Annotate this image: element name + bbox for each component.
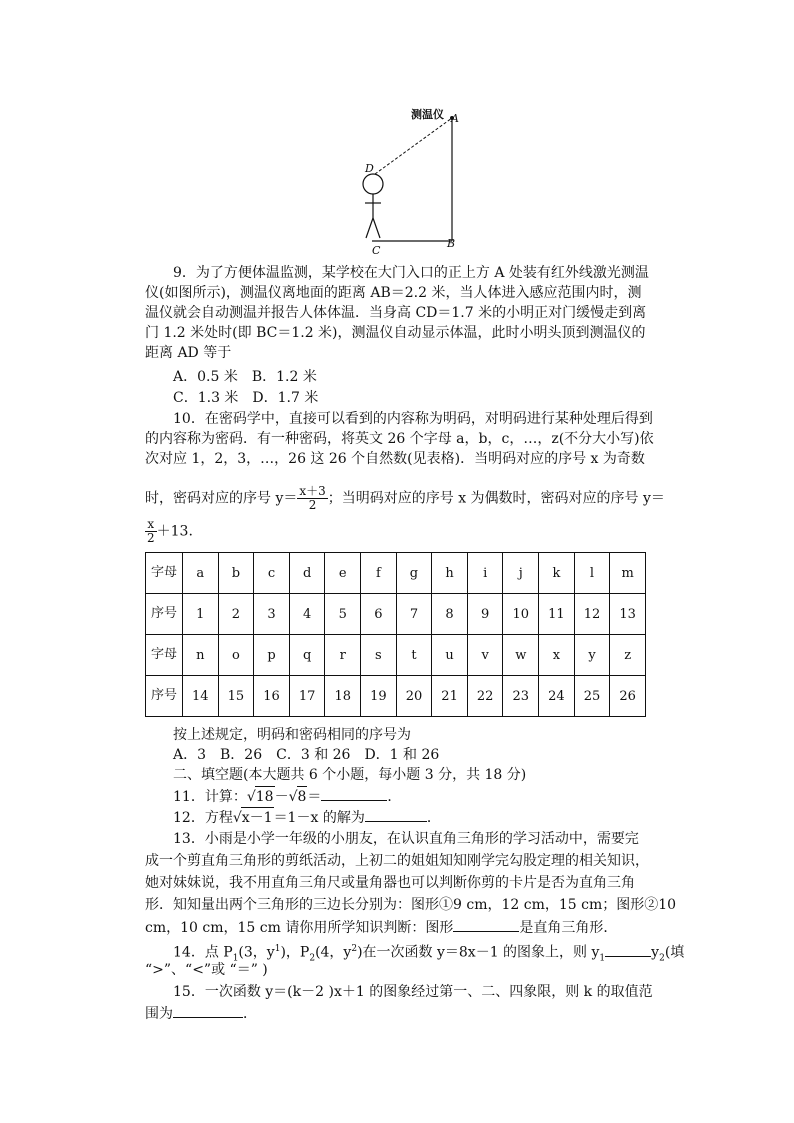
table-cell: 12 (574, 594, 610, 635)
table-cell: 19 (361, 676, 397, 717)
table-cell: 22 (467, 676, 503, 717)
table-cell: 17 (289, 676, 325, 717)
table-row (146, 676, 646, 717)
table-cell: 20 (396, 676, 432, 717)
table-cell: v (467, 635, 503, 676)
table-cell: x (539, 635, 575, 676)
q10-options: A．3 B．26 C．3 和 26 D．1 和 26 (173, 747, 440, 763)
q11-eq: ＝ (307, 789, 322, 805)
q14-text: (3，y (238, 944, 275, 961)
table-cell: 7 (396, 594, 432, 635)
frac-denominator: 2 (308, 498, 317, 512)
q11-end: ． (387, 789, 402, 805)
point-c-label: C (372, 244, 381, 257)
q10-stem: 10．在密码学中，直接可以看到的内容称为明码，对明码进行某种处理后得到的内容称为密码．有一种密码，将英文 26 个字母 a，b，c，…，z(不分大小写)依次对应 1，2，3，…，26 这 26 个自然数(见表格)．当明码对应的序号 x 为奇数 (145, 411, 654, 467)
table-cell: 15 (218, 676, 254, 717)
q14-text: (4，y (315, 944, 352, 961)
table-cell: d (289, 553, 325, 594)
q14-text: )，P (280, 944, 310, 961)
point-b-label: B (447, 237, 456, 250)
table-cell: z (610, 635, 646, 676)
table-row (146, 635, 646, 676)
table-cell: 13 (610, 594, 646, 635)
q13-line-3: 她对妹妹说，我不用直角三角尺或量角器也可以判断你剪的卡片是否为直角三角 (145, 875, 635, 891)
table-cell: 14 (183, 676, 219, 717)
thermometer-figure (355, 100, 475, 260)
cipher-table (145, 552, 646, 717)
q9-stem: 9．为了方便体温监测，某学校在大门入口的正上方 A 处装有红外线激光测温仪(如图所示)，测温仪离地面的距离 AB＝2.2 米，当人体进入感应范围内时，测温仪就会自动测温并报告人体体温．当身高 CD＝1.7 米的小明正对门缓慢走到离门 1.2 米处时(即 BC＝1.2 米)，测温仪自动显示体温，此时小明头顶到测温仪的距离 AD 等于 (145, 265, 649, 361)
section-title: 二、填空题(本大题共 6 个小题，每小题 3 分，共 18 分) (173, 767, 527, 783)
frac-numerator: x＋3 (299, 484, 326, 498)
point-d-label: D (365, 162, 374, 175)
frac-numerator: x (145, 518, 157, 532)
table-cell: 21 (432, 676, 468, 717)
device-label: 测温仪 (411, 108, 444, 121)
table-cell: g (396, 553, 432, 594)
table-cell: 9 (467, 594, 503, 635)
person-leg-right (373, 218, 380, 238)
table-cell: p (254, 635, 290, 676)
q13-text-end: 是直角三角形． (519, 920, 618, 936)
table-row-header: 字母 (146, 553, 183, 594)
table-cell: t (396, 635, 432, 676)
table-cell: 2 (218, 594, 254, 635)
sqrt-icon: √ (288, 789, 298, 805)
table-cell: 4 (289, 594, 325, 635)
q14-sup: 2 (351, 944, 358, 954)
q13-line-2: 成一个剪直角三角形的剪纸活动，上初二的姐姐知知刚学完勾股定理的相关知识， (145, 853, 649, 869)
table-cell: b (218, 553, 254, 594)
table-cell: i (467, 553, 503, 594)
q14-text: (填 (664, 944, 685, 961)
q14-text: )在一次函数 y＝8x－1 的图象上，则 y (357, 944, 600, 961)
q14-line-2: “>”、“<”或 “＝” ) (145, 962, 268, 978)
q14-sub: 1 (232, 953, 239, 964)
table-cell: k (539, 553, 575, 594)
person-head (363, 174, 383, 194)
q13-line-1: 13．小雨是小学一年级的小朋友，在认识直角三角形的学习活动中，需要完 (173, 831, 639, 847)
table-cell: 23 (503, 676, 539, 717)
q11-text: 11．计算： (173, 789, 247, 805)
table-cell: n (183, 635, 219, 676)
q10-formula-line-2 (145, 518, 655, 545)
table-row (146, 594, 646, 635)
q10-formula-b: ；当明码对应的序号 x 为偶数时，密码对应的序号 y＝ (327, 490, 665, 507)
q12-answer-blank[interactable] (365, 807, 427, 822)
q15-line-1: 15．一次函数 y＝(k－2 )x＋1 的图象经过第一、二、四象限，则 k 的取值范 (173, 984, 653, 1000)
q14-text: y (651, 944, 660, 961)
q11-answer-blank[interactable] (321, 786, 387, 801)
table-cell: e (325, 553, 361, 594)
table-cell: 24 (539, 676, 575, 717)
table-cell: 11 (539, 594, 575, 635)
laser-line-ad (375, 118, 452, 174)
table-cell: s (361, 635, 397, 676)
q14-answer-blank[interactable] (605, 942, 651, 957)
q15-text: 围为 (145, 1006, 173, 1022)
person-leg-left (366, 218, 373, 238)
table-row-header: 字母 (146, 635, 183, 676)
q11-minus: － (274, 789, 289, 805)
q9-options-2: C．1.3 米 D．1.7 米 (173, 390, 319, 406)
table-cell: m (610, 553, 646, 594)
q12-text-b: ＝1－x 的解为 (273, 810, 365, 826)
table-cell: r (325, 635, 361, 676)
table-cell: 25 (574, 676, 610, 717)
sqrt-icon: √ (246, 789, 256, 805)
q14-text: 14．点 P (173, 944, 233, 961)
q15-end: ． (243, 1006, 257, 1022)
table-cell: 10 (503, 594, 539, 635)
table-cell: 18 (325, 676, 361, 717)
table-cell: c (254, 553, 290, 594)
q10-formula-a: 时，密码对应的序号 y＝ (145, 490, 298, 507)
q12-text: 12．方程 (173, 810, 233, 826)
table-cell: q (289, 635, 325, 676)
point-a-label: A (451, 112, 459, 125)
table-row-header: 序号 (146, 594, 183, 635)
q13-line-5 (145, 917, 655, 938)
table-cell: w (503, 635, 539, 676)
table-row-header: 序号 (146, 676, 183, 717)
q11-radicand-1: 18 (255, 786, 275, 807)
q15-line-2 (145, 1003, 655, 1024)
table-cell: j (503, 553, 539, 594)
q12 (145, 807, 683, 828)
table-cell: a (183, 553, 219, 594)
table-cell: 26 (610, 676, 646, 717)
table-cell: 16 (254, 676, 290, 717)
sqrt-icon: √ (232, 810, 242, 826)
table-cell: 3 (254, 594, 290, 635)
table-cell: 5 (325, 594, 361, 635)
table-cell: 1 (183, 594, 219, 635)
q15-answer-blank[interactable] (173, 1003, 243, 1018)
q14-sub: 2 (309, 953, 316, 964)
q10-formula-line (145, 484, 665, 512)
q10-after: 按上述规定，明码和密码相同的序号为 (173, 727, 411, 743)
q13-text: cm，10 cm，15 cm 请你用所学知识判断：图形 (145, 920, 454, 936)
q13-answer-blank[interactable] (453, 917, 519, 932)
table-cell: 6 (361, 594, 397, 635)
q13-line-4: 形．知知量出两个三角形的三边长分别为：图形①9 cm，12 cm，15 cm；图形②10 (145, 897, 677, 913)
table-row (146, 553, 646, 594)
q11 (145, 786, 683, 807)
q10-fraction-even (145, 518, 157, 545)
q14-sup: 1 (274, 944, 281, 954)
q12-radicand: x－1 (241, 807, 274, 828)
q14-sub: 2 (659, 953, 665, 964)
table-cell: o (218, 635, 254, 676)
table-cell: h (432, 553, 468, 594)
table-cell: l (574, 553, 610, 594)
q10-fraction-odd (297, 485, 327, 512)
q12-end: ． (426, 810, 441, 826)
q10-formula-c: ＋13. (156, 523, 193, 540)
q14-sub: 1 (599, 953, 606, 964)
q9-options-1: A．0.5 米 B．1.2 米 (173, 369, 317, 385)
table-cell: f (361, 553, 397, 594)
table-cell: y (574, 635, 610, 676)
frac-denominator: 2 (147, 531, 155, 545)
table-cell: u (432, 635, 468, 676)
table-cell: 8 (432, 594, 468, 635)
q11-radicand-2: 8 (297, 786, 308, 807)
